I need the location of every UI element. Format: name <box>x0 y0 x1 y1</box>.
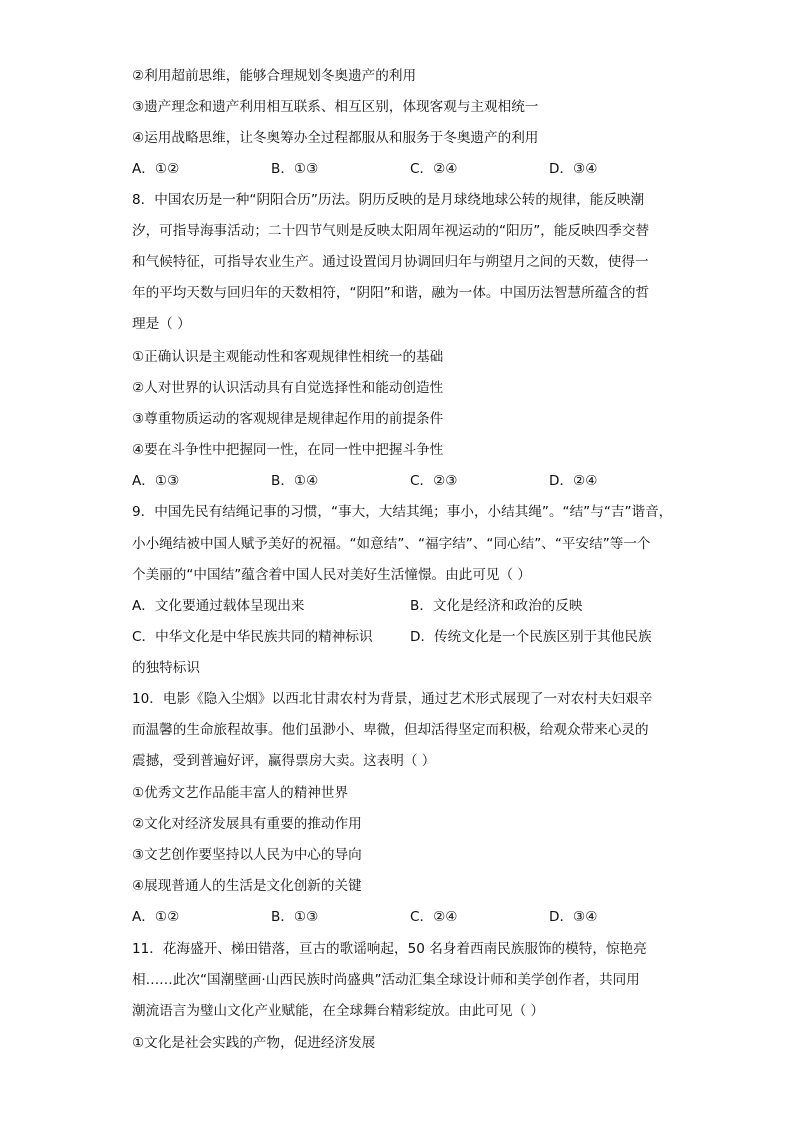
q8-option-b: B．①④ <box>271 473 319 489</box>
q8-stem-line: 汐，可指导海事活动；二十四节气则是反映太阳周年视运动的“阳历”，能反映四季交替 <box>132 223 650 239</box>
q7-option-a: A．①② <box>132 161 180 177</box>
q10-option-c: C．②④ <box>410 909 458 925</box>
q7-item-2: ②利用超前思维，能够合理规划冬奥遗产的利用 <box>132 68 417 84</box>
q10-item-2: ②文化对经济发展具有重要的推动作用 <box>132 816 362 832</box>
q9-stem-line: 9．中国先民有结绳记事的习惯，“事大，大结其绳；事小，小结其绳”。“结”与“吉”谐音， <box>132 504 673 520</box>
q7-item-3: ③遗产理念和遗产利用相互联系、相互区别，体现客观与主观相统一 <box>132 99 539 115</box>
q9-stem-line: 小小绳结被中国人赋予美好的祝福。“如意结”、“福字结”、“同心结”、“平安结”等一个 <box>132 536 651 552</box>
q11-stem-line: 11．花海盛开、梯田错落，亘古的歌谣响起，50 名身着西南民族服饰的模特，惊艳亮 <box>132 941 647 957</box>
q11-stem-line: 潮流语言为璧山文化产业赋能，在全球舞台精彩绽放。由此可见（ ） <box>132 1003 545 1019</box>
q8-item-1: ①正确认识是主观能动性和客观规律性相统一的基础 <box>132 349 444 365</box>
q10-option-b: B．①③ <box>271 909 319 925</box>
q8-stem-line: 和气候特征，可指导农业生产。通过设置闰月协调回归年与朔望月之间的天数，使得一 <box>132 254 649 270</box>
q9-option-d: D．传统文化是一个民族区别于其他民族 <box>410 629 652 645</box>
q8-option-c: C．②③ <box>410 473 458 489</box>
q11-stem-line: 相……此次“国潮壁画·山西民族时尚盛典”活动汇集全球设计师和美学创作者，共同用 <box>132 972 640 988</box>
q10-stem-line: 而温馨的生命旅程故事。他们虽渺小、卑微，但却活得坚定而积极，给观众带来心灵的 <box>132 722 649 738</box>
q10-option-d: D．③④ <box>549 909 598 925</box>
q9-option-a: A．文化要通过载体呈现出来 <box>132 598 305 614</box>
q8-stem-line: 理是（ ） <box>132 316 191 332</box>
q10-option-a: A．①② <box>132 909 180 925</box>
q7-option-d: D．③④ <box>549 161 598 177</box>
q9-stem-line: 个美丽的“中国结”蕴含着中国人民对美好生活憧憬。由此可见（ ） <box>132 567 532 583</box>
q8-stem-line: 8．中国农历是一种“阴阳合历”历法。阴历反映的是月球绕地球公转的规律，能反映潮 <box>132 192 645 208</box>
q7-option-c: C．②④ <box>410 161 458 177</box>
q9-option-b: B．文化是经济和政治的反映 <box>410 598 583 614</box>
q8-item-3: ③尊重物质运动的客观规律是规律起作用的前提条件 <box>132 411 444 427</box>
q9-option-d-continued: 的独特标识 <box>132 660 200 676</box>
q10-item-4: ④展现普通人的生活是文化创新的关键 <box>132 878 362 894</box>
q10-item-3: ③文艺创作要坚持以人民为中心的导向 <box>132 847 362 863</box>
q7-item-4: ④运用战略思维，让冬奥筹办全过程都服从和服务于冬奥遗产的利用 <box>132 130 539 146</box>
q8-option-d: D．②④ <box>549 473 598 489</box>
q8-option-a: A．①③ <box>132 473 180 489</box>
q7-option-b: B．①③ <box>271 161 319 177</box>
q8-stem-line: 年的平均天数与回归年的天数相符，“阴阳”和谐，融为一体。中国历法智慧所蕴含的哲 <box>132 285 650 301</box>
q8-item-2: ②人对世界的认识活动具有自觉选择性和能动创造性 <box>132 380 444 396</box>
q9-option-c: C．中华文化是中华民族共同的精神标识 <box>132 629 373 645</box>
q10-item-1: ①优秀文艺作品能丰富人的精神世界 <box>132 785 349 801</box>
q10-stem-line: 10．电影《隐入尘烟》以西北甘肃农村为背景，通过艺术形式展现了一对农村夫妇艰辛 <box>132 691 653 707</box>
q8-item-4: ④要在斗争性中把握同一性，在同一性中把握斗争性 <box>132 442 444 458</box>
q11-item-1: ①文化是社会实践的产物，促进经济发展 <box>132 1035 376 1051</box>
q10-stem-line: 震撼，受到普遍好评，赢得票房大卖。这表明（ ） <box>132 753 436 769</box>
